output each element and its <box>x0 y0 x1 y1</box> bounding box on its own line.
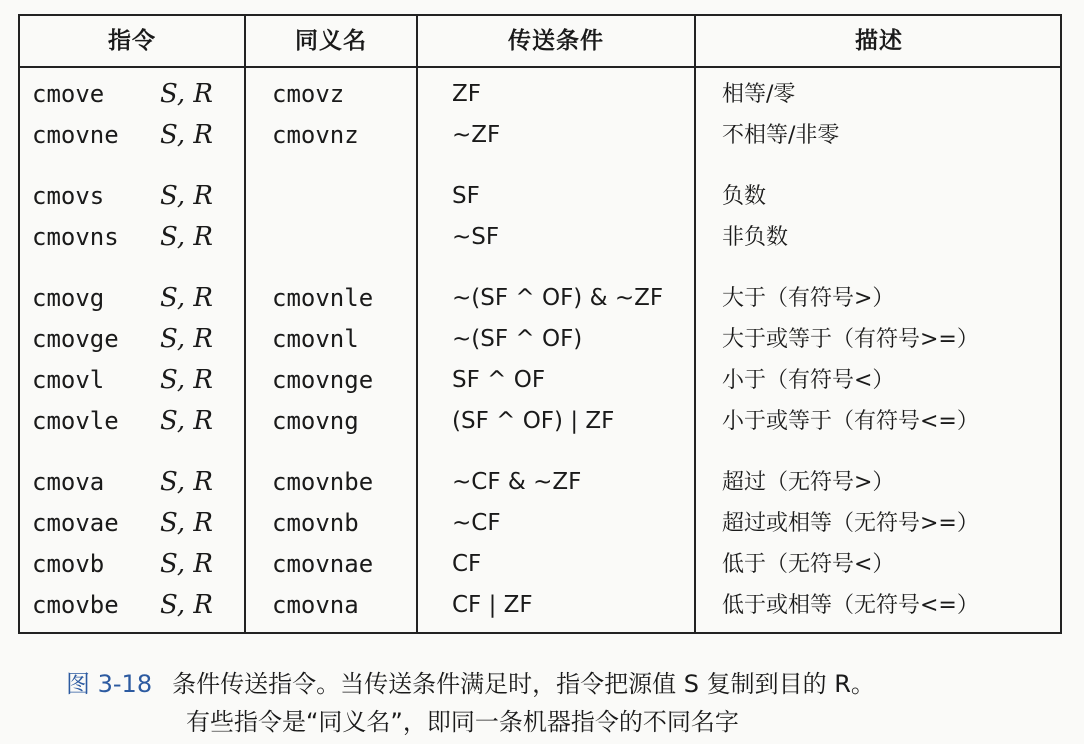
header-instruction: 指令 <box>108 28 156 54</box>
figure-label: 图 3-18 <box>66 670 153 698</box>
header-condition: 传送条件 <box>508 28 604 54</box>
condition-cell: CF | ZF <box>452 592 533 618</box>
operands-cell: S, R <box>160 120 213 150</box>
header-synonym: 同义名 <box>295 28 367 54</box>
caption-line-2: 有些指令是“同义名”，即同一条机器指令的不同名字 <box>186 708 739 736</box>
instruction-cell: cmovge <box>32 325 119 353</box>
table-row <box>20 360 1060 401</box>
instruction-cell: cmovns <box>32 223 119 251</box>
synonym-cell: cmovnbe <box>272 468 374 496</box>
description-cell: 大于（有符号>） <box>722 286 895 311</box>
figure-caption <box>66 665 1066 741</box>
condition-cell: ~CF <box>452 510 501 536</box>
condition-cell: ~(SF ^ OF) <box>452 326 583 352</box>
table-row <box>20 544 1060 585</box>
operands-cell: S, R <box>160 283 213 313</box>
instruction-table <box>18 14 1062 634</box>
table-row <box>20 176 1060 217</box>
synonym-cell: cmovnl <box>272 325 359 353</box>
synonym-cell: cmovna <box>272 591 359 619</box>
table-header <box>20 16 1060 68</box>
instruction-cell: cmovae <box>32 509 119 537</box>
operands-cell: S, R <box>160 181 213 211</box>
operands-cell: S, R <box>160 549 213 579</box>
table-row <box>20 585 1060 626</box>
operands-cell: S, R <box>160 365 213 395</box>
instruction-cell: cmova <box>32 468 105 496</box>
instruction-cell: cmovbe <box>32 591 119 619</box>
table-row <box>20 115 1060 156</box>
header-description: 描述 <box>855 28 903 54</box>
description-cell: 超过（无符号>） <box>722 470 895 495</box>
instruction-cell: cmove <box>32 80 105 108</box>
description-cell: 大于或等于（有符号>=） <box>722 327 979 352</box>
operands-cell: S, R <box>160 508 213 538</box>
operands-cell: S, R <box>160 324 213 354</box>
description-cell: 相等/零 <box>722 82 796 107</box>
instruction-cell: cmovl <box>32 366 105 394</box>
condition-cell: ~(SF ^ OF) & ~ZF <box>452 285 664 311</box>
caption-line-1: 条件传送指令。当传送条件满足时，指令把源值 S 复制到目的 R。 <box>172 670 875 698</box>
condition-cell: ZF <box>452 81 481 107</box>
table-row <box>20 503 1060 544</box>
synonym-cell: cmovnz <box>272 121 359 149</box>
operands-cell: S, R <box>160 79 213 109</box>
table-row <box>20 217 1060 258</box>
condition-cell: ~CF & ~ZF <box>452 469 582 495</box>
operands-cell: S, R <box>160 406 213 436</box>
description-cell: 不相等/非零 <box>722 123 840 148</box>
description-cell: 非负数 <box>722 225 789 250</box>
condition-cell: ~SF <box>452 224 500 250</box>
condition-cell: SF <box>452 183 480 209</box>
synonym-cell: cmovng <box>272 407 359 435</box>
table-row <box>20 401 1060 442</box>
synonym-cell: cmovnae <box>272 550 374 578</box>
description-cell: 低于或相等（无符号<=） <box>722 593 979 618</box>
table-row <box>20 74 1060 115</box>
instruction-cell: cmovg <box>32 284 105 312</box>
instruction-cell: cmovle <box>32 407 119 435</box>
operands-cell: S, R <box>160 467 213 497</box>
instruction-cell: cmovb <box>32 550 105 578</box>
condition-cell: SF ^ OF <box>452 367 546 393</box>
description-cell: 低于（无符号<） <box>722 552 895 577</box>
description-cell: 小于或等于（有符号<=） <box>722 409 979 434</box>
operands-cell: S, R <box>160 590 213 620</box>
table-row <box>20 319 1060 360</box>
operands-cell: S, R <box>160 222 213 252</box>
instruction-cell: cmovs <box>32 182 105 210</box>
description-cell: 小于（有符号<） <box>722 368 895 393</box>
synonym-cell: cmovnb <box>272 509 359 537</box>
table-row <box>20 278 1060 319</box>
synonym-cell: cmovnge <box>272 366 374 394</box>
synonym-cell: cmovz <box>272 80 345 108</box>
condition-cell: (SF ^ OF) | ZF <box>452 408 615 434</box>
description-cell: 超过或相等（无符号>=） <box>722 511 979 536</box>
description-cell: 负数 <box>722 184 767 209</box>
condition-cell: CF <box>452 551 482 577</box>
instruction-cell: cmovne <box>32 121 119 149</box>
synonym-cell: cmovnle <box>272 284 374 312</box>
condition-cell: ~ZF <box>452 122 501 148</box>
table-row <box>20 462 1060 503</box>
